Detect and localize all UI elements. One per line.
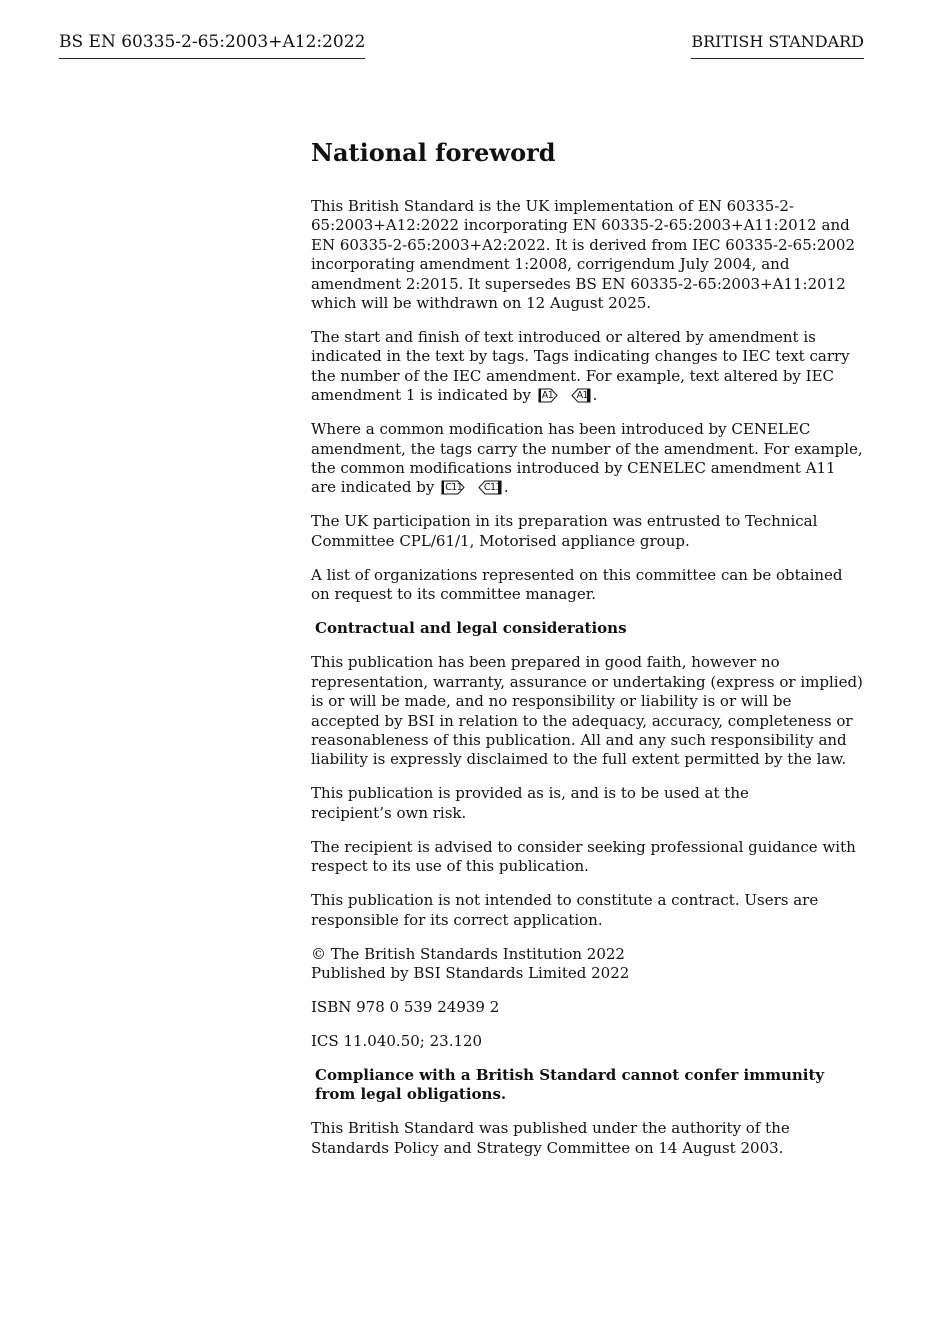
publisher-line: Published by BSI Standards Limited 2022 bbox=[311, 963, 630, 982]
cenelec-start-tag-icon bbox=[441, 480, 467, 495]
copyright-block bbox=[311, 945, 864, 984]
cenelec-end-tag-icon bbox=[476, 480, 502, 495]
page-title: National foreword bbox=[311, 138, 556, 167]
compliance-statement: Compliance with a British Standard cannot confer immunity from legal obligations. bbox=[315, 1065, 825, 1104]
cenelec-start-tag-label: C11 bbox=[445, 482, 463, 494]
paragraph-committee-list: A list of organizations represented on this committee can be obtained on request to its committee manager. bbox=[311, 565, 843, 604]
paragraph-amendment-tags bbox=[311, 328, 864, 406]
isbn-line: ISBN 978 0 539 24939 2 bbox=[311, 997, 500, 1016]
paragraph-cenelec-tags bbox=[311, 420, 864, 498]
paragraph-professional-guidance: The recipient is advised to consider seeking professional guidance with respect to its use of this publication. bbox=[311, 837, 856, 876]
paragraph-uk-participation: The UK participation in its preparation was entrusted to Technical Committee CPL/61/1, Motorised appliance group. bbox=[311, 512, 818, 550]
paragraph-implementation bbox=[311, 197, 864, 313]
paragraph-amendment-tags-text: The start and finish of text introduced or altered by amendment is indicated in the text by tags. Tags indicating changes to IEC text carry the number of the IEC amendment. For example, text altered by IEC amendment 1 is indicated by bbox=[311, 328, 850, 405]
header-series: BRITISH STANDARD bbox=[691, 30, 864, 59]
paragraph-amendment-tags-end: . bbox=[592, 386, 598, 405]
amendment-start-tag-icon bbox=[538, 388, 560, 403]
copyright-line: © The British Standards Institution 2022 bbox=[311, 944, 625, 963]
paragraph-own-risk-line1: This publication is provided as is, and is to be used at the bbox=[311, 784, 749, 803]
amendment-start-tag-label: A1 bbox=[541, 390, 554, 402]
foreword-body bbox=[311, 136, 864, 1173]
ics-line: ICS 11.040.50; 23.120 bbox=[311, 1031, 483, 1050]
paragraph-cenelec-tags-end: . bbox=[503, 478, 509, 497]
heading-contractual-legal: Contractual and legal considerations bbox=[315, 619, 627, 638]
header-document-number: BS EN 60335-2-65:2003+A12:2022 bbox=[59, 30, 365, 59]
paragraph-publication-authority: This British Standard was published under the authority of the Standards Policy and Strategy Committee on 14 August 2003. bbox=[311, 1119, 790, 1157]
paragraph-cenelec-tags-text: Where a common modification has been introduced by CENELEC amendment, the tags carry the number of the amendment. For example, the common modifications introduced by CENELEC amendment A11 are indicated by bbox=[311, 420, 863, 497]
amendment-end-tag-label: A1 bbox=[576, 390, 589, 402]
paragraph-own-risk bbox=[311, 784, 864, 823]
amendment-end-tag-icon bbox=[569, 388, 591, 403]
paragraph-not-contract: This publication is not intended to constitute a contract. Users are responsible for its correct application. bbox=[311, 891, 819, 929]
paragraph-implementation-text: This British Standard is the UK implementation of EN 60335-2-65:2003+A12:2022 incorporating EN 60335-2-65:2003+A11:2012 and EN 60335-2-65:2003+A2:2022. It is derived from IEC 60335-2-65:2002 incorporating amendment 1:2008, corrigendum July 2004, and amendment 2:2015. It supersedes BS EN 60335-2-65:2003+A11:2012 which will be withdrawn on 12 August 2025. bbox=[311, 197, 855, 313]
paragraph-own-risk-line2: recipient’s own risk. bbox=[311, 803, 467, 822]
paragraph-good-faith: This publication has been prepared in good faith, however no representation, warranty, assurance or undertaking (express or implied) is or will be made, and no responsibility or liability is or will be accepted by BSI in relation to the adequacy, accuracy, completeness or reasonableness of this publication. All and any such responsibility and liability is expressly disclaimed to the full extent permitted by the law. bbox=[311, 653, 863, 769]
cenelec-end-tag-label: C11 bbox=[483, 482, 502, 494]
